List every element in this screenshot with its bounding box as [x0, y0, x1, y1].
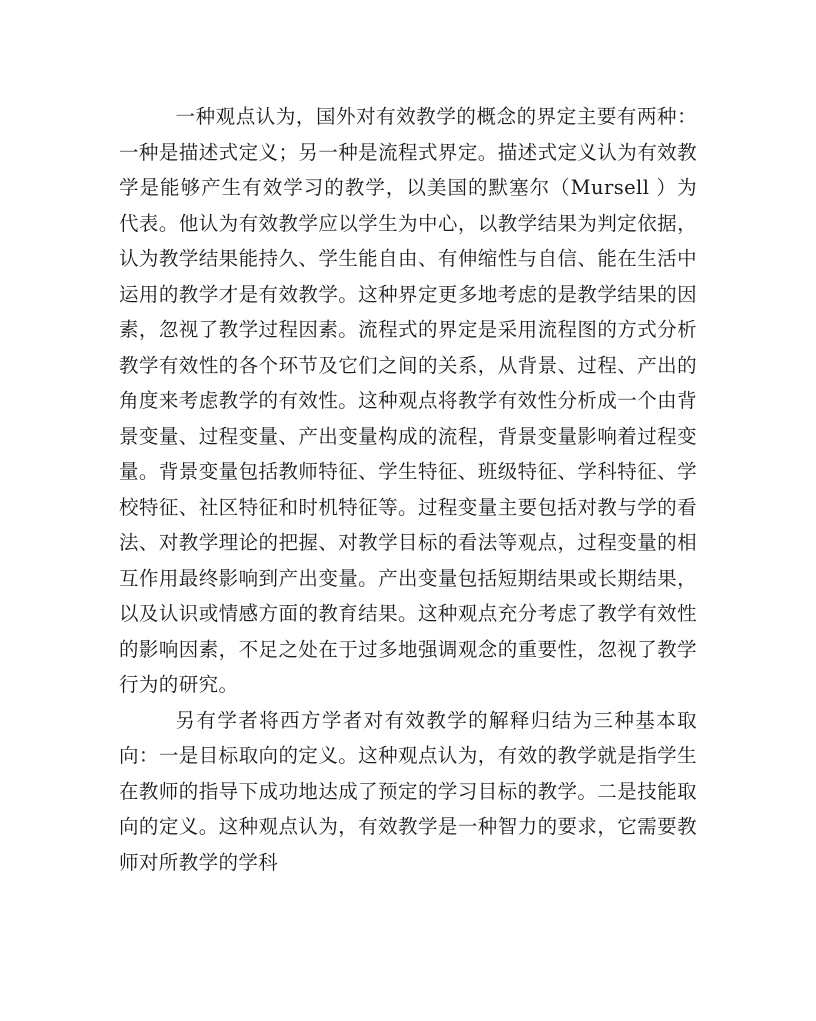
document-body	[119, 99, 697, 880]
paragraph-2: 另有学者将西方学者对有效教学的解释归结为三种基本取向：一是目标取向的定义。这种观点认为，有效的教学就是指学生在教师的指导下成功地达成了预定的学习目标的教学。二是技能取向的定义。这种观点认为，有效教学是一种智力的要求，它需要教师对所教学的学科	[119, 708, 697, 874]
paragraph-1: 一种观点认为，国外对有效教学的概念的界定主要有两种：一种是描述式定义；另一种是流程式界定。描述式定义认为有效教学是能够产生有效学习的教学，以美国的默塞尔（Mursell ）为代表。他认为有效教学应以学生为中心，以教学结果为判定依据，认为教学结果能持久、学生能自由、有伸缩性与自信、能在生活中运用的教学才是有效教学。这种界定更多地考虑的是教学结果的因素，忽视了教学过程因素。流程式的界定是采用流程图的方式分析教学有效性的各个环节及它们之间的关系，从背景、过程、产出的角度来考虑教学的有效性。这种观点将教学有效性分析成一个由背景变量、过程变量、产出变量构成的流程，背景变量影响着过程变量。背景变量包括教师特征、学生特征、班级特征、学科特征、学校特征、社区特征和时机特征等。过程变量主要包括对教与学的看法、对教学理论的把握、对教学目标的看法等观点，过程变量的相互作用最终影响到产出变量。产出变量包括短期结果或长期结果，以及认识或情感方面的教育结果。这种观点充分考虑了教学有效性的影响因素，不足之处在于过多地强调观念的重要性，忽视了教学行为的研究。	[119, 105, 697, 696]
